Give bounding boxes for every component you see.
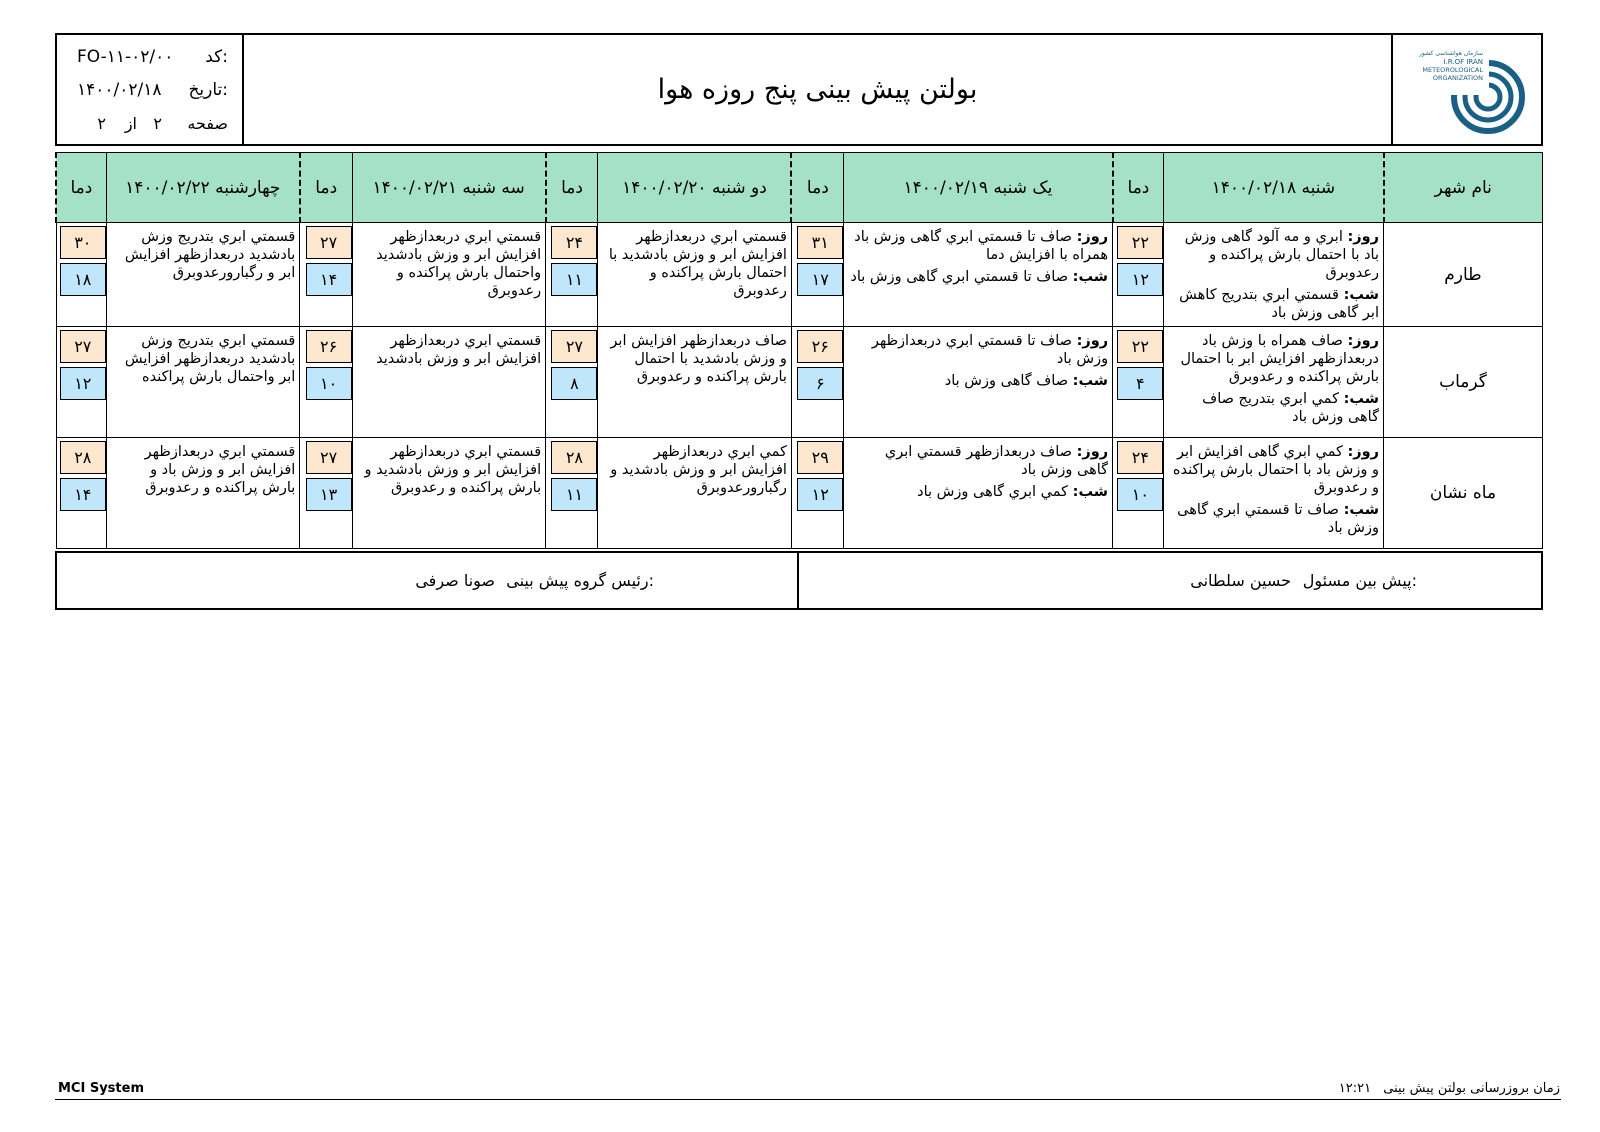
forecast-cell-day5: قسمتي ابري بتدريج وزش بادشديد دربعدازظهر افزايش ابر واحتمال بارش پراکنده xyxy=(106,327,300,438)
forecast-cell-day3: قسمتي ابري دربعدازظهر افزايش ابر و وزش بادشديد با احتمال بارش پراکنده و رعدوبرق xyxy=(598,223,792,327)
table-row xyxy=(56,327,1543,438)
max-temp: ۲۴ xyxy=(1117,441,1163,474)
min-temp: ۱۳ xyxy=(306,478,352,511)
night-forecast-text: کمي ابري گاهی وزش باد xyxy=(917,484,1069,500)
night-forecast-text: صاف تا قسمتي ابري گاهی وزش باد xyxy=(850,269,1069,285)
forecast-table xyxy=(55,152,1543,549)
min-temp: ۱۴ xyxy=(306,263,352,296)
temp-cell-day5 xyxy=(56,438,106,549)
temp-cell-day2 xyxy=(791,223,843,327)
day-forecast-text: صاف تا قسمتي ابري گاهی وزش باد همراه با افزايش دما xyxy=(854,229,1109,263)
day-prefix: روز: xyxy=(1076,444,1109,460)
max-temp: ۲۲ xyxy=(1117,330,1163,363)
code-value: FO-۱۱-۰۲/۰۰ xyxy=(77,47,174,67)
table-row xyxy=(56,438,1543,549)
day-header-5: چهارشنبه ۱۴۰۰/۰۲/۲۲ xyxy=(106,153,300,223)
temp-cell-day4 xyxy=(300,223,352,327)
night-prefix: شب: xyxy=(1343,391,1379,407)
forecast-cell-day3: کمي ابري دربعدازظهر افزايش ابر و وزش بادشديد و رگبارورعدوبرق xyxy=(598,438,792,549)
night-forecast-text: قسمتي ابري بتدريج کاهش ابر گاهی وزش باد xyxy=(1179,287,1379,321)
max-temp: ۲۴ xyxy=(551,226,597,259)
day-header-2: یک شنبه ۱۴۰۰/۰۲/۱۹ xyxy=(844,153,1113,223)
forecast-cell-day4: قسمتي ابري دربعدازظهر افزايش ابر و وزش بادشديد و بارش پراکنده و رعدوبرق xyxy=(352,438,546,549)
temp-header-5: دما xyxy=(56,153,106,223)
temp-cell-day3 xyxy=(546,438,598,549)
day-prefix: روز: xyxy=(1347,229,1379,245)
table-row xyxy=(56,223,1543,327)
code-row xyxy=(57,47,242,77)
min-temp: ۱۱ xyxy=(551,263,597,296)
logo-text-4: ORGANIZATION xyxy=(1432,74,1483,82)
min-temp: ۱۱ xyxy=(551,478,597,511)
bulletin-header xyxy=(55,33,1543,146)
day-prefix: روز: xyxy=(1347,444,1379,460)
night-prefix: شب: xyxy=(1343,287,1379,303)
temp-cell-day5 xyxy=(56,223,106,327)
min-temp: ۱۰ xyxy=(306,367,352,400)
min-temp: ۱۷ xyxy=(797,263,843,296)
day-prefix: روز: xyxy=(1076,333,1109,349)
night-prefix: شب: xyxy=(1343,502,1379,518)
city-column-header: نام شهر xyxy=(1384,153,1543,223)
page-label: صفحه xyxy=(187,114,228,133)
night-prefix: شب: xyxy=(1072,373,1109,389)
night-prefix: شب: xyxy=(1072,484,1109,500)
min-temp: ۶ xyxy=(797,367,843,400)
footer-divider xyxy=(55,1099,1561,1100)
max-temp: ۳۰ xyxy=(60,226,106,259)
forecaster-section xyxy=(799,553,1541,608)
forecast-cell-day4: قسمتي ابري دربعدازظهر افزايش ابر و وزش بادشديد واحتمال بارش پراکنده و رعدوبرق xyxy=(352,223,546,327)
temp-cell-day1 xyxy=(1113,327,1164,438)
date-row xyxy=(57,80,242,110)
night-forecast-text: صاف گاهی وزش باد xyxy=(944,373,1069,389)
min-temp: ۱۲ xyxy=(60,367,106,400)
max-temp: ۲۲ xyxy=(1117,226,1163,259)
page-title: بولتن پیش بینی پنج روزه هوا xyxy=(657,74,978,105)
night-prefix: شب: xyxy=(1072,269,1109,285)
temp-header-1: دما xyxy=(1113,153,1164,223)
head-name: صونا صرفی xyxy=(415,571,495,590)
forecast-cell-day5: قسمتي ابري بتدريج وزش بادشديد دربعدازظهر افزايش ابر و رگبارورعدوبرق xyxy=(106,223,300,327)
forecast-cell-day5: قسمتي ابري دربعدازظهر افزايش ابر و وزش باد و بارش پراکنده و رعدوبرق xyxy=(106,438,300,549)
min-temp: ۱۸ xyxy=(60,263,106,296)
max-temp: ۲۹ xyxy=(797,441,843,474)
date-value: ۱۴۰۰/۰۲/۱۸ xyxy=(77,80,162,100)
temp-cell-day4 xyxy=(300,327,352,438)
logo-text-3: METEOROLOGICAL xyxy=(1422,66,1483,74)
city-name: طارم xyxy=(1384,223,1543,327)
date-label: تاریخ: xyxy=(188,80,228,100)
forecast-cell-day2 xyxy=(844,327,1113,438)
page-total: ۲ xyxy=(97,114,106,133)
temp-cell-day4 xyxy=(300,438,352,549)
day-header-3: دو شنبه ۱۴۰۰/۰۲/۲۰ xyxy=(598,153,792,223)
city-name: ماه نشان xyxy=(1384,438,1543,549)
night-forecast-text: کمي ابري بتدريج صاف گاهی وزش باد xyxy=(1202,391,1379,425)
temp-header-2: دما xyxy=(791,153,843,223)
day-prefix: روز: xyxy=(1347,333,1379,349)
page-current: ۲ xyxy=(153,114,162,133)
min-temp: ۴ xyxy=(1117,367,1163,400)
day-forecast-text: صاف تا قسمتي ابري دربعدازظهر وزش باد xyxy=(871,333,1109,367)
min-temp: ۱۴ xyxy=(60,478,106,511)
day-forecast-text: صاف دربعدازظهر قسمتي ابري گاهی وزش باد xyxy=(884,444,1109,478)
signature-box xyxy=(55,551,1543,610)
forecast-cell-day1 xyxy=(1164,327,1384,438)
page-row xyxy=(57,114,242,144)
max-temp: ۲۸ xyxy=(551,441,597,474)
update-label: زمان بروزرسانی بولتن پیش بینی xyxy=(1383,1081,1560,1096)
temp-cell-day2 xyxy=(791,327,843,438)
temp-header-3: دما xyxy=(546,153,598,223)
max-temp: ۲۷ xyxy=(306,226,352,259)
max-temp: ۲۷ xyxy=(60,330,106,363)
max-temp: ۲۶ xyxy=(306,330,352,363)
day-header-1: شنبه ۱۴۰۰/۰۲/۱۸ xyxy=(1164,153,1384,223)
temp-cell-day2 xyxy=(791,438,843,549)
temp-cell-day1 xyxy=(1113,438,1164,549)
document-meta xyxy=(57,35,244,144)
max-temp: ۲۸ xyxy=(60,441,106,474)
min-temp: ۱۲ xyxy=(1117,263,1163,296)
page-of: از xyxy=(124,114,137,133)
logo-text-2: I.R.OF IRAN xyxy=(1443,58,1483,66)
day-forecast-text: کمي ابري گاهی افزايش ابر و وزش باد با احتمال بارش پراکنده و رعدوبرق xyxy=(1172,444,1379,496)
max-temp: ۲۷ xyxy=(306,441,352,474)
forecaster-label: پیش بین مسئول: xyxy=(1302,571,1417,590)
temp-cell-day3 xyxy=(546,223,598,327)
max-temp: ۲۶ xyxy=(797,330,843,363)
night-forecast-text: صاف تا قسمتي ابري گاهی وزش باد xyxy=(1177,502,1379,536)
day-forecast-text: صاف همراه با وزش باد دربعدازظهر افزايش ابر با احتمال بارش پراکنده و رعدوبرق xyxy=(1180,333,1379,385)
day-prefix: روز: xyxy=(1076,229,1109,245)
min-temp: ۱۰ xyxy=(1117,478,1163,511)
update-info xyxy=(1339,1081,1560,1096)
temp-cell-day5 xyxy=(56,327,106,438)
logo-emblem-icon xyxy=(1393,35,1539,144)
day-forecast-text: ابري و مه آلود گاهی وزش باد با احتمال بارش پراکنده و رعدوبرق xyxy=(1184,229,1379,281)
temp-header-4: دما xyxy=(300,153,352,223)
organization-logo xyxy=(1391,35,1541,144)
forecast-cell-day3: صاف دربعدازظهر افزايش ابر و وزش بادشديد با احتمال بارش پراکنده و رعدوبرق xyxy=(598,327,792,438)
forecast-cell-day2 xyxy=(844,223,1113,327)
forecast-cell-day2 xyxy=(844,438,1113,549)
table-header-row xyxy=(56,153,1543,223)
min-temp: ۸ xyxy=(551,367,597,400)
update-time: ۱۲:۲۱ xyxy=(1338,1081,1372,1096)
system-name: MCI System xyxy=(58,1081,144,1096)
max-temp: ۲۷ xyxy=(551,330,597,363)
min-temp: ۱۲ xyxy=(797,478,843,511)
forecaster-name: حسين سلطانی xyxy=(1190,571,1291,590)
max-temp: ۳۱ xyxy=(797,226,843,259)
temp-cell-day3 xyxy=(546,327,598,438)
city-name: گرماب xyxy=(1384,327,1543,438)
code-label: کد: xyxy=(205,47,228,67)
forecast-cell-day4: قسمتي ابري دربعدازظهر افزايش ابر و وزش بادشديد xyxy=(352,327,546,438)
forecast-cell-day1 xyxy=(1164,438,1384,549)
head-section xyxy=(57,553,799,608)
forecast-cell-day1 xyxy=(1164,223,1384,327)
temp-cell-day1 xyxy=(1113,223,1164,327)
head-label: رئیس گروه پیش بینی: xyxy=(506,571,654,590)
day-header-4: سه شنبه ۱۴۰۰/۰۲/۲۱ xyxy=(352,153,546,223)
logo-text-1: سازمان هواشناسی کشور xyxy=(1419,50,1483,57)
